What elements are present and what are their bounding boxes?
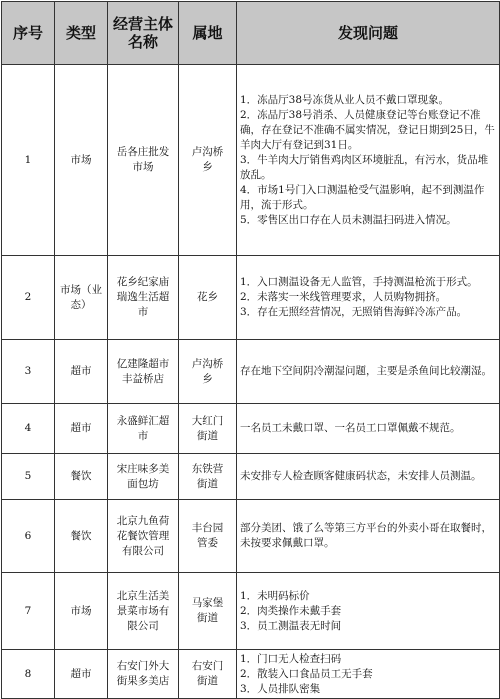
business-name [108, 500, 179, 573]
header-no: 序号 [2, 2, 55, 65]
jurisdiction [179, 340, 237, 404]
row-number [2, 256, 55, 340]
finding-item: 3．人员排队密集 [240, 682, 321, 695]
finding-item: 1．冻品厅38号冻货从业人员不戴口罩现象。 [240, 93, 450, 106]
jurisdiction [179, 65, 237, 256]
business-type [55, 500, 108, 573]
jurisdiction [179, 650, 237, 699]
business-type-text: 超市 [70, 422, 92, 434]
row-number [2, 454, 55, 500]
table-row [2, 340, 500, 404]
finding-item: 一名员工未戴口罩、一名员工口罩佩戴不规范。 [240, 422, 461, 434]
finding-item: 2．未落实一米线管理要求，人员购物拥挤。 [240, 291, 447, 303]
row-number [2, 404, 55, 454]
business-type [55, 573, 108, 650]
header-name-text: 经营主体名称 [112, 15, 173, 51]
header-type: 类型 [55, 2, 108, 65]
jurisdiction [179, 500, 237, 573]
finding-item: 未安排专人检查顾客健康码状态，未安排人员测温。 [240, 470, 482, 482]
row-number-text: 5 [24, 470, 32, 482]
finding-item: 2．散装入口食品员工无手套 [240, 667, 373, 680]
row-number [2, 500, 55, 573]
business-type [55, 340, 108, 404]
findings-cell [237, 454, 500, 500]
jurisdiction-text: 东铁营街道 [191, 462, 224, 490]
table-row [2, 256, 500, 340]
business-type-text: 市场 [70, 604, 92, 617]
table-body [2, 65, 500, 699]
business-name [108, 573, 179, 650]
business-name [108, 454, 179, 500]
business-name-text: 永盛鲜汇超市 [116, 414, 170, 442]
row-number [2, 573, 55, 650]
finding-item: 3．员工测温表无时间 [240, 619, 342, 632]
table-row [2, 404, 500, 454]
jurisdiction-text: 卢沟桥乡 [191, 146, 224, 173]
business-name-text: 北京九鱼荷花餐饮管理有限公司 [116, 514, 170, 557]
finding-item: 1．入口测温设备无人监管，手持测温枪流于形式。 [240, 276, 478, 288]
jurisdiction-text: 卢沟桥乡 [191, 357, 224, 385]
header-area: 属地 [179, 2, 237, 65]
business-name-text: 宋庄味多美面包坊 [116, 462, 170, 490]
business-type-text: 餐饮 [70, 529, 92, 542]
row-number-text: 1 [24, 153, 32, 166]
finding-item: 2．肉类操作未戴手套 [240, 604, 342, 617]
business-name-text: 岳各庄批发市场 [116, 146, 170, 173]
business-type [55, 65, 108, 256]
row-number-text: 6 [24, 529, 32, 542]
business-name-text: 北京生活美景菜市场有限公司 [116, 589, 170, 632]
row-number-text: 8 [24, 667, 32, 680]
jurisdiction-text: 花乡 [197, 291, 218, 303]
table-row [2, 454, 500, 500]
business-name [108, 404, 179, 454]
business-name-text: 右安门外大街果多美店 [116, 660, 170, 687]
findings-cell [237, 500, 500, 573]
findings-cell [237, 65, 500, 256]
business-type-text: 市场（业态） [60, 283, 102, 311]
table-row [2, 650, 500, 699]
table-row [2, 573, 500, 650]
jurisdiction [179, 573, 237, 650]
row-number-text: 7 [24, 604, 32, 617]
jurisdiction [179, 404, 237, 454]
business-type [55, 650, 108, 699]
business-name-text: 亿建隆超市丰益桥店 [116, 357, 170, 385]
business-name [108, 65, 179, 256]
table-row [2, 65, 500, 256]
finding-item: 1．门口无人检查扫码 [240, 652, 342, 665]
header-findings: 发现问题 [237, 2, 500, 65]
finding-item: 部分美团、饿了么等第三方平台的外卖小哥在取餐时，未按要求佩戴口罩。 [240, 522, 492, 549]
business-type-text: 超市 [70, 667, 92, 680]
row-number-text: 3 [24, 365, 32, 377]
finding-item: 4．市场1号门入口测温枪受气温影响，起不到测温作用，流于形式。 [240, 183, 485, 211]
findings-cell [237, 256, 500, 340]
business-name [108, 650, 179, 699]
row-number-text: 4 [24, 422, 32, 434]
finding-item: 5．零售区出口存在人员未测温扫码进入情况。 [240, 213, 457, 226]
row-number [2, 650, 55, 699]
jurisdiction [179, 256, 237, 340]
findings-cell [237, 573, 500, 650]
jurisdiction-text: 右安门街道 [191, 660, 224, 687]
finding-item: 2．冻品厅38号消杀、人员健康登记等台账登记不准确，存在登记不准确不属实情况，登记日期到25日，牛羊肉大厅有登记到31日。 [240, 108, 495, 151]
business-type [55, 256, 108, 340]
business-type [55, 404, 108, 454]
business-type-text: 超市 [70, 365, 92, 377]
business-type-text: 市场 [70, 153, 92, 166]
table-row [2, 500, 500, 573]
jurisdiction-text: 马家堡街道 [191, 597, 224, 624]
business-name-text: 花乡纪家庙瑞逸生活超市 [116, 276, 170, 318]
row-number [2, 65, 55, 256]
jurisdiction-text: 丰台园管委 [191, 522, 224, 549]
jurisdiction [179, 454, 237, 500]
findings-cell [237, 404, 500, 454]
business-name [108, 340, 179, 404]
findings-cell [237, 650, 500, 699]
header-name [108, 2, 179, 65]
inspection-table [1, 1, 500, 699]
business-name [108, 256, 179, 340]
table-header [2, 2, 500, 65]
jurisdiction-text: 大红门街道 [191, 414, 224, 442]
finding-item: 1．未明码标价 [240, 589, 310, 602]
row-number-text: 2 [24, 291, 32, 303]
findings-cell [237, 340, 500, 404]
finding-item: 3．牛羊肉大厅销售鸡肉区环境脏乱，有污水，货品堆放乱。 [240, 153, 489, 181]
row-number [2, 340, 55, 404]
business-type [55, 454, 108, 500]
finding-item: 存在地下空间阴冷潮湿问题，主要是杀鱼间比较潮湿。 [240, 365, 492, 377]
finding-item: 3．存在无照经营情况，无照销售海鲜冷冻产品。 [240, 306, 468, 318]
business-type-text: 餐饮 [70, 470, 92, 482]
